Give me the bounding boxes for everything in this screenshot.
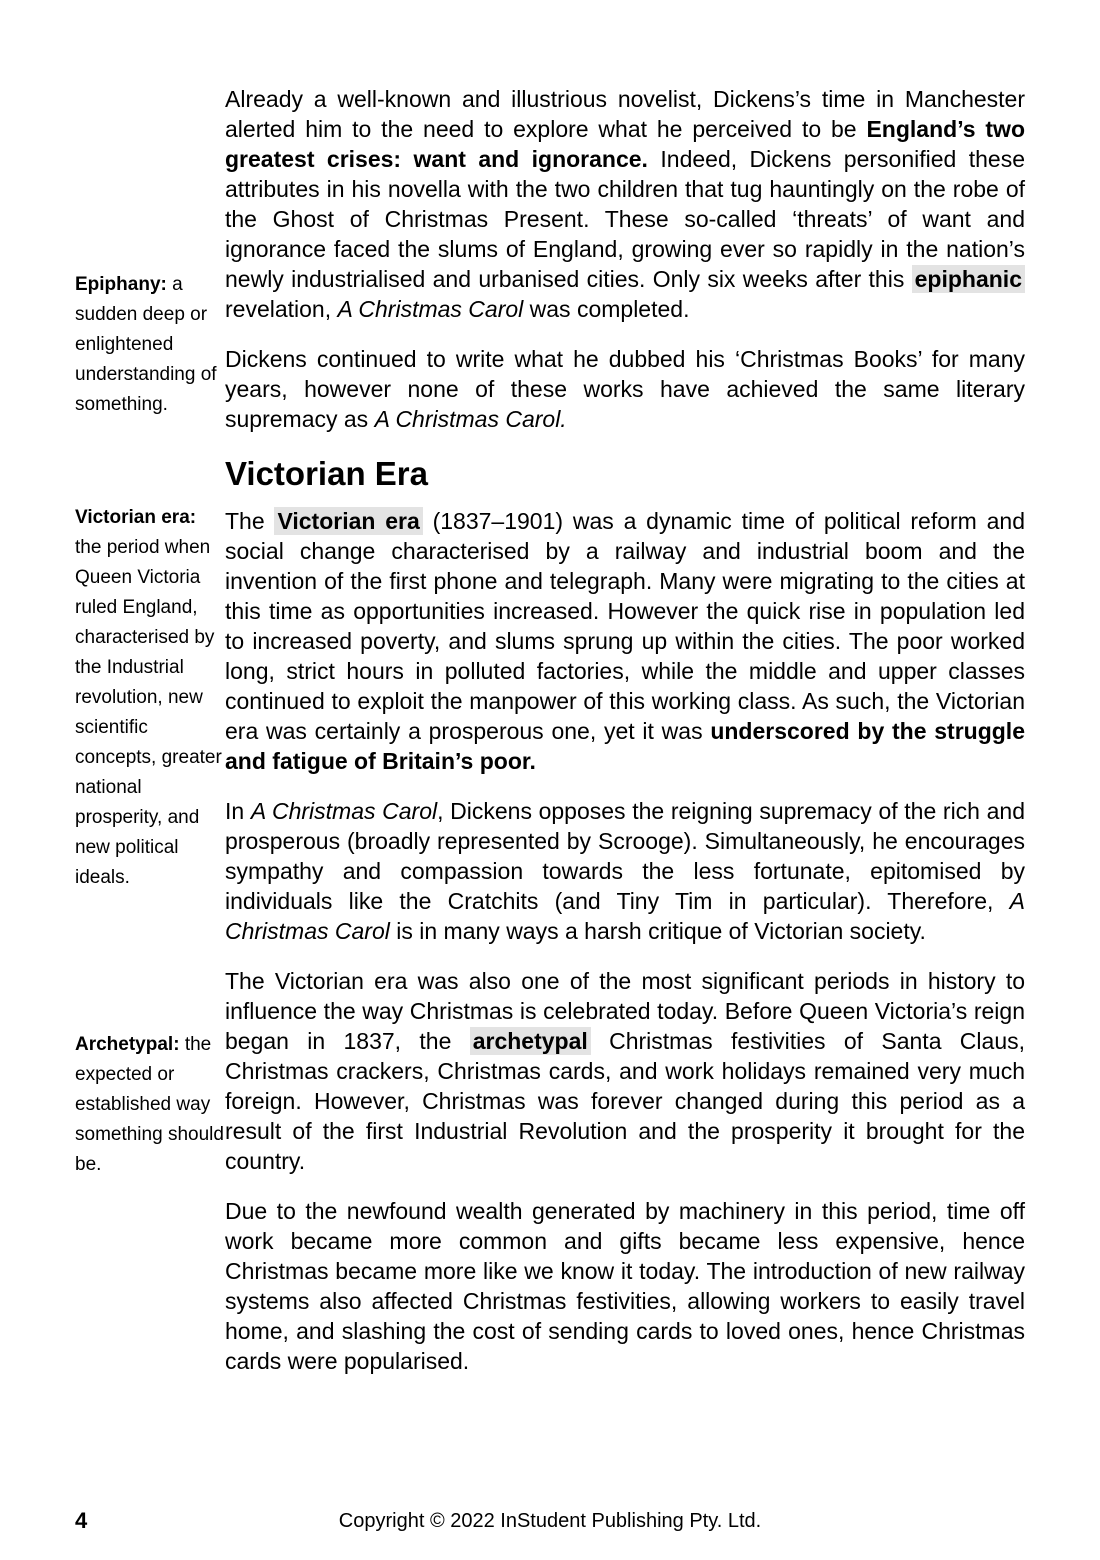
text-run: (1837–1901) was a dynamic time of political reform and social change characterised by a railway and industrial boom and the invention of the first phone and telegraph. Many were migrating to the cities at this time as opportunities increased. However the quick rise in population led to increased poverty, and slums sprung up within the cities. The poor worked long, strict hours in polluted factories, while the middle and upper classes continued to exploit the manpower of this working class. As such, the Victorian era was certainly a prosperous one, yet it was [225,508,1026,744]
text-run: underscored by the struggle and fatigue of Britain’s poor. [225,718,1025,774]
paragraph-carol-critique [225,796,1025,946]
text-run: A Christmas Carol. [374,406,567,432]
note-definition: a sudden deep or enlightened understanding of something. [75,274,217,415]
text-run: Christmas festivities of Santa Claus, Christmas crackers, Christmas cards, and work holidays remained very much foreign. However, Christmas was forever changed during this period as a result of the first Industrial Revolution and the prosperity it brought for the country. [225,1028,1026,1174]
text-run: A Christmas Carol [250,798,438,824]
paragraph-victorian-era-overview [225,506,1025,776]
page-number: 4 [75,1508,88,1533]
text-run: In [225,798,251,824]
text-run: The [225,508,275,534]
note-definition: the period when Queen Victoria ruled England, characterised by the Industrial revolution, new scientific concepts, greater national prosperity, and new political ideals. [75,537,222,888]
text-run: Already a well-known and illustrious novelist, Dickens’s time in Manchester alerted him to the need to explore what he perceived to be [225,86,1025,142]
margin-note-archetypal [75,1030,227,1180]
note-term: Victorian era: [75,507,197,528]
section-heading-victorian-era: Victorian Era [225,455,428,492]
paragraph-newfound-wealth [225,1196,1025,1376]
margin-note-epiphany [75,270,227,420]
note-term: Epiphany: [75,274,167,295]
text-run: archetypal [470,1027,591,1055]
text-run: England’s two greatest crises: want and ignorance. [225,116,1025,172]
text-run: Dickens continued to write what he dubbed his ‘Christmas Books’ for many years, however none of these works have achieved the same literary supremacy as [225,346,1025,432]
paragraph-christmas-influence [225,966,1025,1176]
margin-note-victorian-era [75,503,227,893]
text-run: , Dickens opposes the reigning supremacy of the rich and prosperous (broadly represented by Scrooge). Simultaneously, he encourages sympathy and compassion towards the less fortunate, epitomised by individuals like the Cratchits (and Tiny Tim in particular). Therefore, [225,798,1025,914]
note-term: Archetypal: [75,1034,180,1055]
text-run: Indeed, Dickens personified these attributes in his novella with the two children that tug hauntingly on the robe of the Ghost of Christmas Present. These so-called ‘threats’ of want and ignorance faced the slums of England, growing ever so rapidly in the nation’s newly industrialised and urbanised cities. Only six weeks after this [225,146,1025,292]
note-definition: the expected or established way something should be. [75,1034,224,1175]
text-run: The Victorian era was also one of the most significant periods in history to influence the way Christmas is celebrated today. Before Queen Victoria’s reign began in 1837, the [225,968,1025,1054]
text-run: Due to the newfound wealth generated by machinery in this period, time off work became more common and gifts became less expensive, hence Christmas became more like we know it today. The introduction of new railway systems also affected Christmas festivities, allowing workers to easily travel home, and slashing the cost of sending cards to loved ones, hence Christmas cards were popularised. [225,1198,1025,1374]
paragraph-dickens-manchester [225,84,1025,324]
text-run: A Christmas Carol [337,296,524,322]
text-run: is in many ways a harsh critique of Victorian society. [389,918,926,944]
text-run: A Christmas Carol [225,888,1025,944]
text-run: epiphanic [912,265,1025,293]
text-run: was completed. [523,296,690,322]
text-run: revelation, [225,296,338,322]
main-text-column [225,84,1025,1396]
paragraph-christmas-books [225,344,1025,434]
text-run: Victorian era [274,507,422,535]
copyright-text: Copyright © 2022 InStudent Publishing Pty. Ltd. [338,1510,762,1532]
